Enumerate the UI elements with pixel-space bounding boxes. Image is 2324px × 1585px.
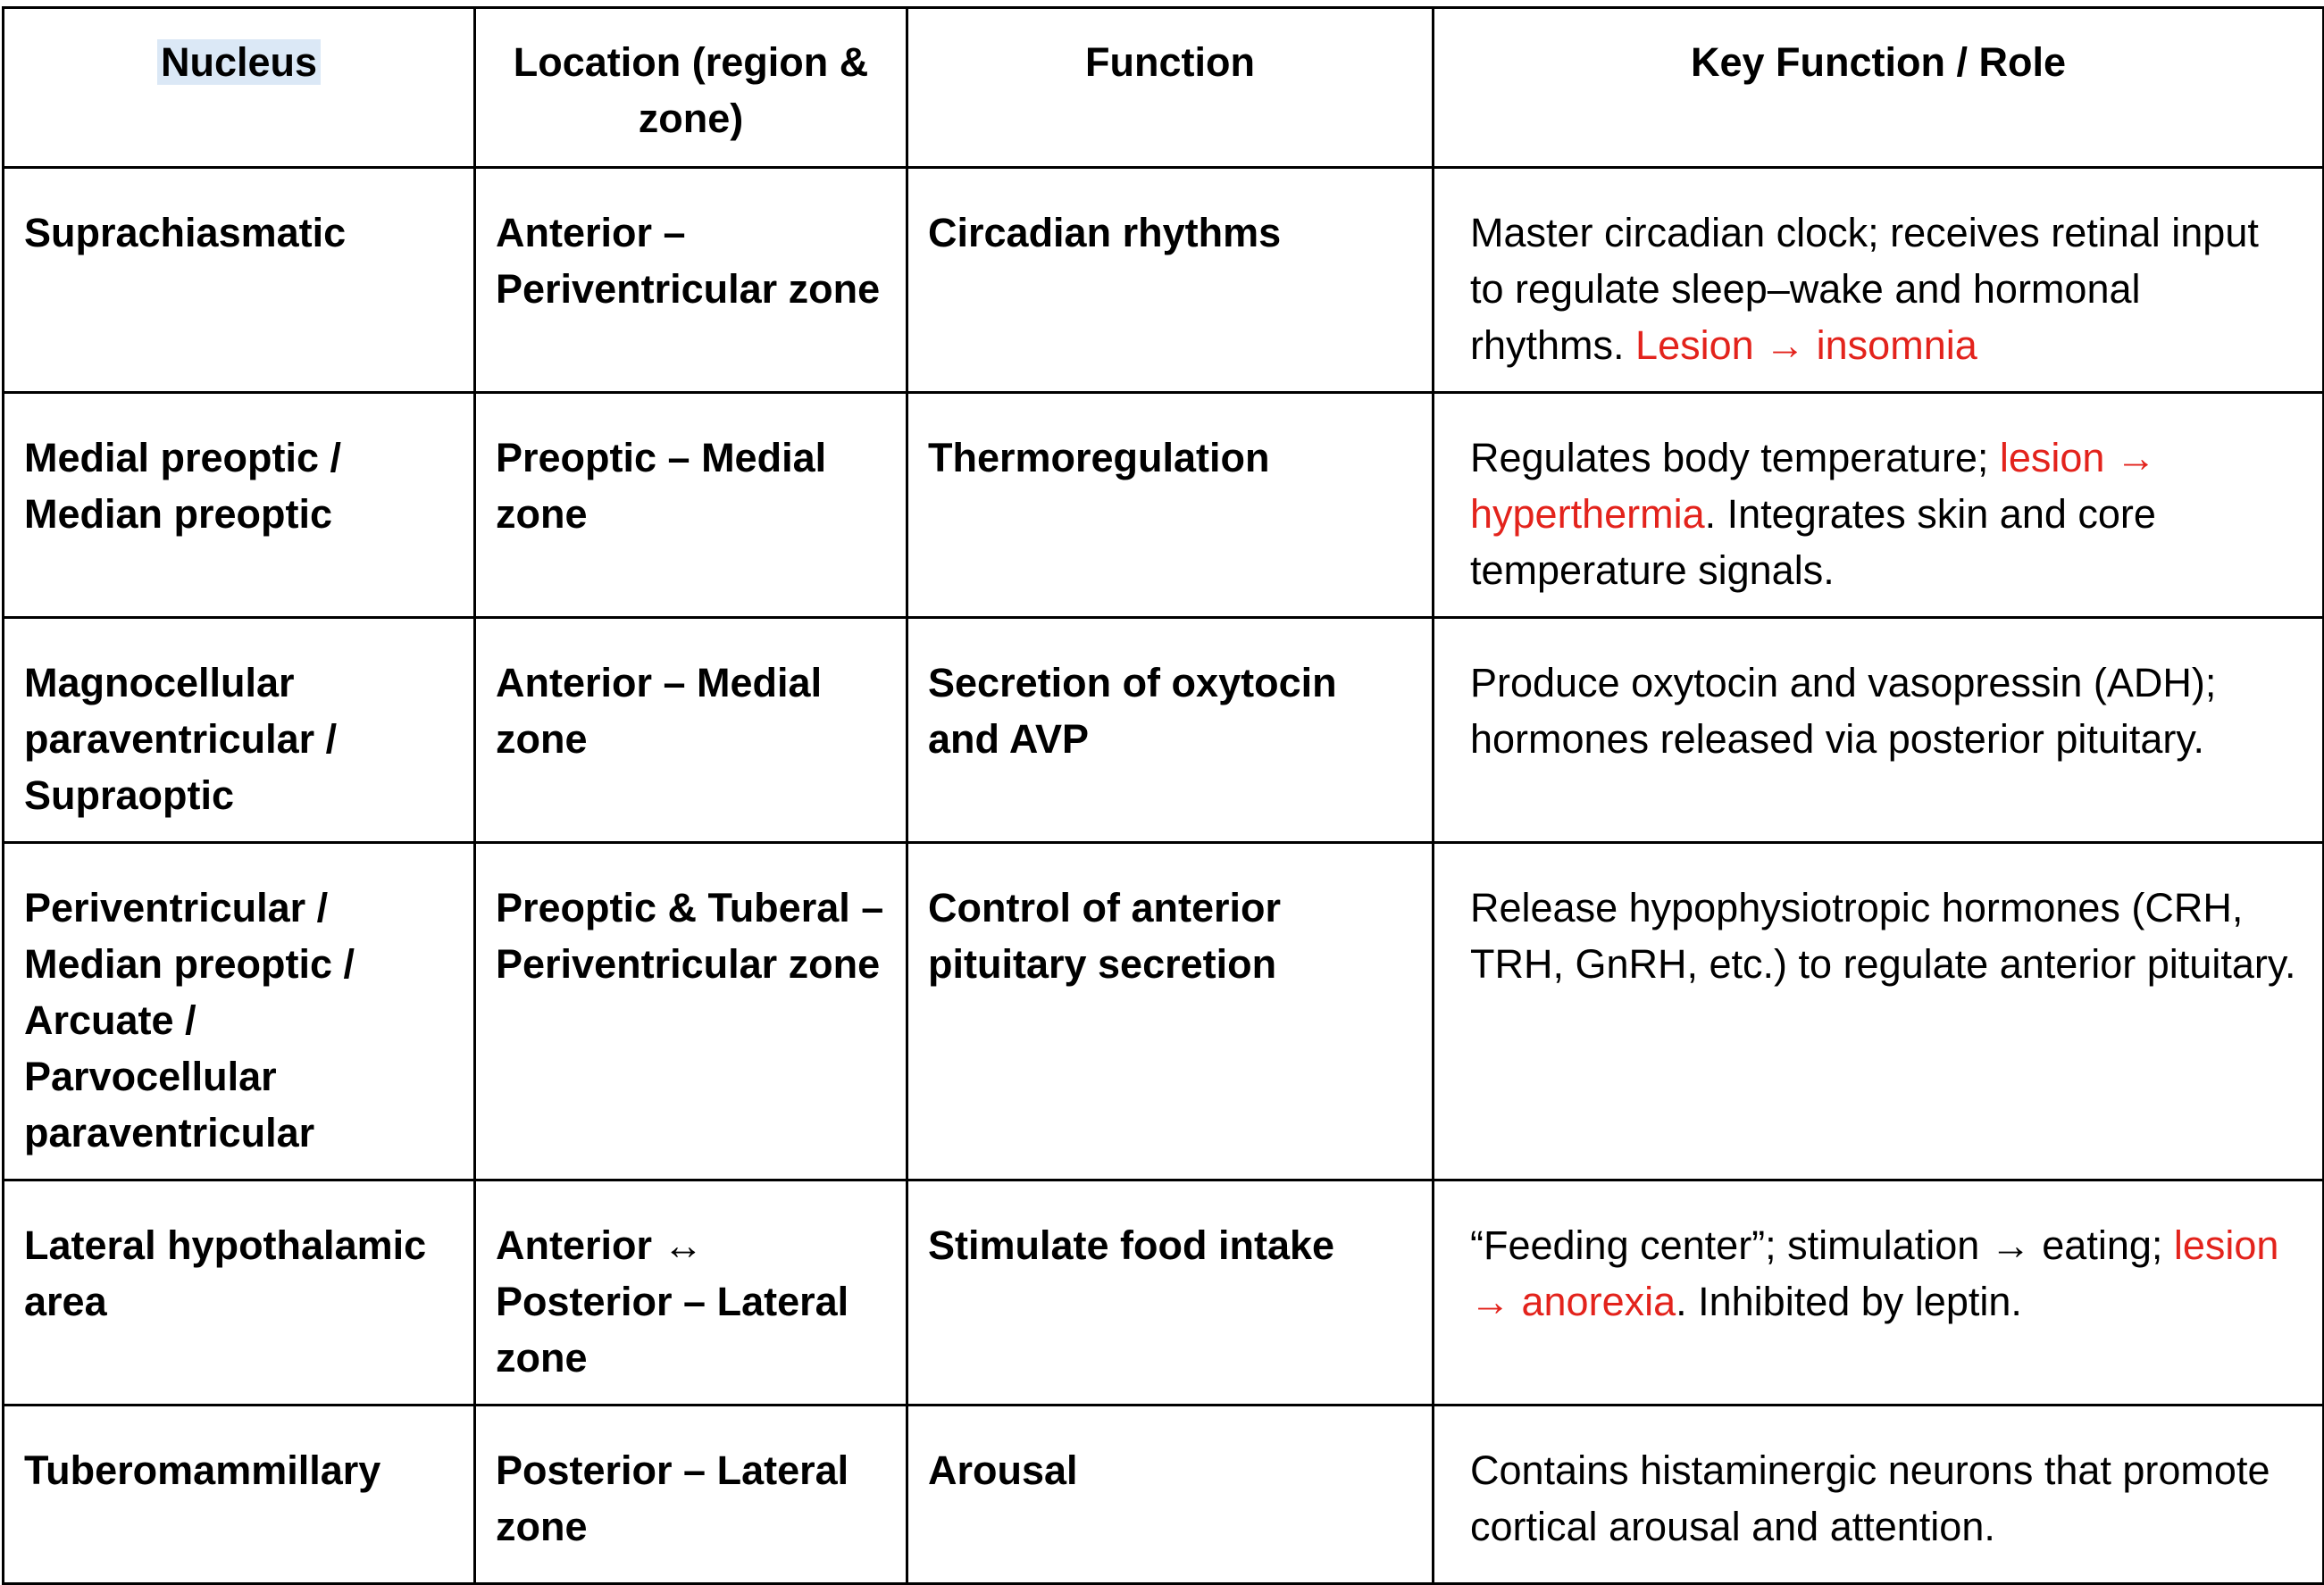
hypothalamic-nuclei-table <box>2 6 2324 1585</box>
role-highlight: lesion → hyperthermia <box>1470 435 2156 537</box>
cell-role[interactable] <box>1434 168 2324 393</box>
table-row <box>4 618 2324 843</box>
table-row <box>4 843 2324 1180</box>
selected-text-highlight[interactable]: Nucleus <box>157 39 321 85</box>
cell-role[interactable] <box>1434 393 2324 618</box>
cell-location[interactable]: Preoptic – Medial zone <box>475 393 907 618</box>
cell-nucleus[interactable]: Suprachiasmatic <box>4 168 475 393</box>
table-row <box>4 1406 2324 1584</box>
table-row <box>4 168 2324 393</box>
role-text: Regulates body temperature; <box>1470 435 2000 480</box>
cell-function[interactable]: Thermoregulation <box>907 393 1434 618</box>
cell-role[interactable] <box>1434 618 2324 843</box>
cell-location[interactable]: Preoptic & Tuberal – Periventricular zone <box>475 843 907 1180</box>
cell-nucleus[interactable]: Tuberomammillary <box>4 1406 475 1584</box>
cell-nucleus[interactable]: Lateral hypothalamic area <box>4 1180 475 1406</box>
cell-function[interactable]: Arousal <box>907 1406 1434 1584</box>
role-text: . Integrates skin and core temperature signals. <box>1470 491 2156 593</box>
cell-location[interactable]: Posterior – Lateral zone <box>475 1406 907 1584</box>
cell-nucleus[interactable]: Magnocellular paraventricular / Supraoptic <box>4 618 475 843</box>
cell-location[interactable]: Anterior – Medial zone <box>475 618 907 843</box>
cell-function[interactable]: Control of anterior pituitary secretion <box>907 843 1434 1180</box>
role-text: “Feeding center”; stimulation → eating; <box>1470 1222 2174 1268</box>
role-text: . Inhibited by leptin. <box>1676 1279 2022 1324</box>
cell-nucleus[interactable]: Medial preoptic / Median preoptic <box>4 393 475 618</box>
table-header-row <box>4 8 2324 168</box>
cell-function[interactable]: Secretion of oxytocin and AVP <box>907 618 1434 843</box>
role-text: Contains histaminergic neurons that promote cortical arousal and attention. <box>1470 1447 2270 1549</box>
role-highlight: Lesion → insomnia <box>1635 322 1977 368</box>
role-text: Release hypophysiotropic hormones (CRH, TRH, GnRH, etc.) to regulate anterior pituitary. <box>1470 885 2296 987</box>
cell-location[interactable]: Anterior – Periventricular zone <box>475 168 907 393</box>
role-text: Produce oxytocin and vasopressin (ADH); hormones released via posterior pituitary. <box>1470 660 2217 762</box>
header-role[interactable]: Key Function / Role <box>1434 8 2324 168</box>
cell-role[interactable] <box>1434 1406 2324 1584</box>
role-highlight: lesion → anorexia <box>1470 1222 2279 1324</box>
cell-nucleus[interactable]: Periventricular / Median preoptic / Arcuate / Parvocellular paraventricular <box>4 843 475 1180</box>
cell-location[interactable]: Anterior ↔ Posterior – Lateral zone <box>475 1180 907 1406</box>
cell-role[interactable] <box>1434 1180 2324 1406</box>
table-row <box>4 1180 2324 1406</box>
role-text: Master circadian clock; receives retinal input to regulate sleep–wake and hormonal rhythms. <box>1470 210 2259 368</box>
header-function[interactable]: Function <box>907 8 1434 168</box>
cell-role[interactable] <box>1434 843 2324 1180</box>
table-row <box>4 393 2324 618</box>
cell-function[interactable]: Circadian rhythms <box>907 168 1434 393</box>
header-location[interactable]: Location (region & zone) <box>475 8 907 168</box>
cell-function[interactable]: Stimulate food intake <box>907 1180 1434 1406</box>
header-nucleus[interactable] <box>4 8 475 168</box>
